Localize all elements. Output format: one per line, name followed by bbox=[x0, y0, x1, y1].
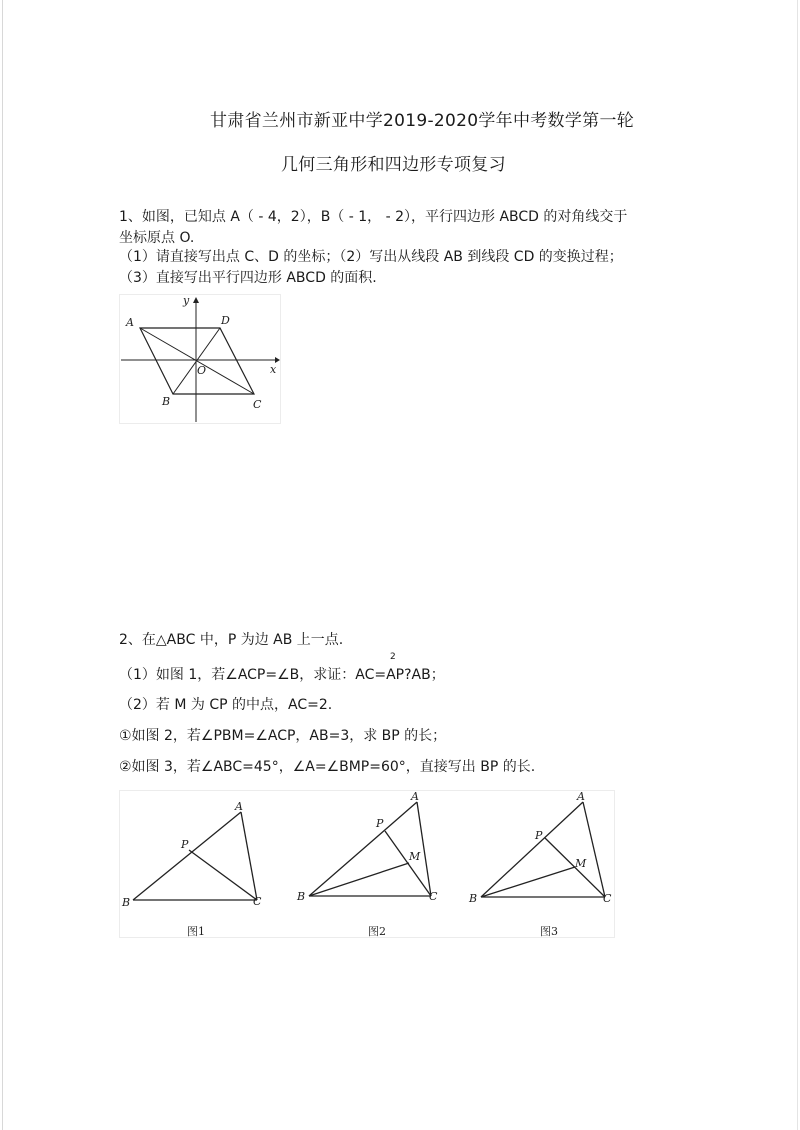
fig2-caption: 图2 bbox=[368, 925, 386, 938]
figure-2 bbox=[296, 790, 438, 938]
page-edge-right bbox=[797, 0, 798, 1130]
q2-part1: （1）如图 1，若∠ACP=∠B，求证：AC=AP?AB； bbox=[119, 667, 445, 683]
q1-part1-2: （1）请直接写出点 C、D 的坐标；（2）写出从线段 AB 到线段 CD 的变换过程； bbox=[119, 249, 623, 265]
fig3-label-m: M bbox=[575, 857, 587, 870]
q2-part2a: ①如图 2，若∠PBM=∠ACP，AB=3，求 BP 的长； bbox=[119, 728, 447, 744]
label-x: x bbox=[270, 363, 277, 376]
label-a: A bbox=[126, 316, 134, 329]
fig3-label-p: P bbox=[535, 829, 543, 842]
figure-1 bbox=[121, 800, 262, 938]
figure-3 bbox=[468, 790, 612, 938]
fig2-label-b: B bbox=[297, 890, 306, 903]
q1-line2: 坐标原点 O. bbox=[119, 230, 195, 246]
fig1-label-c: C bbox=[253, 895, 262, 908]
fig3-label-c: C bbox=[603, 892, 612, 905]
page-edge-left bbox=[2, 0, 3, 1130]
label-y: y bbox=[183, 294, 190, 307]
fig2-label-p: P bbox=[376, 817, 384, 830]
q1-part3: （3）直接写出平行四边形 ABCD 的面积. bbox=[119, 270, 377, 286]
fig3-label-b: B bbox=[469, 892, 478, 905]
label-d: D bbox=[221, 314, 230, 327]
fig2-label-a: A bbox=[411, 790, 419, 803]
fig2-label-m: M bbox=[409, 850, 421, 863]
q2-part2: （2）若 M 为 CP 的中点，AC=2. bbox=[119, 697, 333, 713]
document-title: 甘肃省兰州市新亚中学2019-2020学年中考数学第一轮 bbox=[210, 111, 635, 131]
fig3-label-a: A bbox=[577, 790, 585, 803]
fig1-label-b: B bbox=[122, 896, 131, 909]
q2-part1-superscript: 2 bbox=[390, 652, 396, 662]
fig1-label-p: P bbox=[181, 838, 189, 851]
fig1-caption: 图1 bbox=[187, 925, 205, 938]
fig1-label-a: A bbox=[235, 800, 243, 813]
q2-figures bbox=[119, 790, 615, 938]
q1-figure-parallelogram bbox=[119, 294, 281, 424]
fig3-caption: 图3 bbox=[540, 925, 558, 938]
q2-line1: 2、在△ABC 中，P 为边 AB 上一点. bbox=[119, 632, 344, 648]
y-axis-arrow bbox=[193, 297, 199, 303]
q2-part2b: ②如图 3，若∠ABC=45°，∠A=∠BMP=60°，直接写出 BP 的长. bbox=[119, 759, 536, 775]
label-o: O bbox=[197, 364, 207, 377]
label-c: C bbox=[253, 398, 262, 411]
q1-line1: 1、如图，已知点 A（ - 4，2），B（ - 1， - 2），平行四边形 ABCD 的对角线交于 bbox=[119, 209, 628, 225]
document-subtitle: 几何三角形和四边形专项复习 bbox=[281, 155, 506, 175]
label-b: B bbox=[162, 395, 171, 408]
fig2-label-c: C bbox=[429, 890, 438, 903]
